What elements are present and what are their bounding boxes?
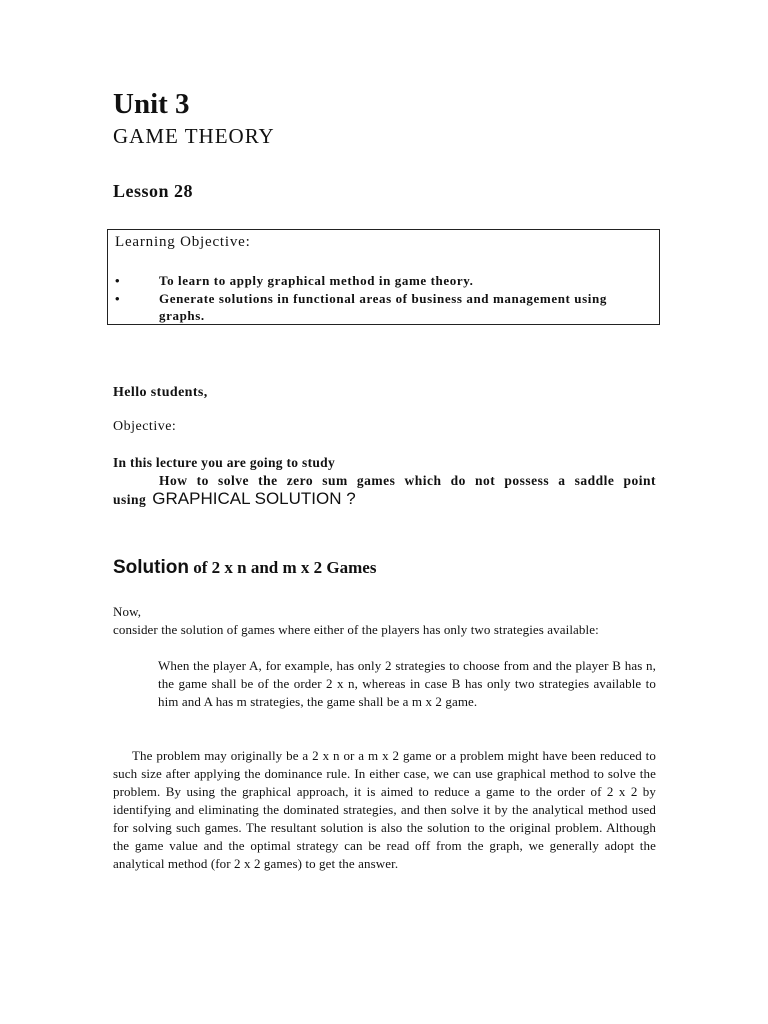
- objective-item-text: To learn to apply graphical method in game theory.: [159, 273, 474, 288]
- example-paragraph: When the player A, for example, has only 2 strategies to choose from and the player B has n, the game shall be of the order 2 x n, whereas in case B has only two strategies available to him and A has m strategies, the game shall be a m x 2 game.: [158, 658, 656, 709]
- learning-objective-box: [107, 229, 660, 325]
- learning-objective-heading: Learning Objective:: [115, 234, 251, 250]
- lesson-title: Lesson 28: [113, 181, 194, 201]
- objective-item: [108, 272, 659, 289]
- bullet-icon: •: [115, 273, 121, 288]
- howto-paragraph: [113, 472, 656, 509]
- objective-item-text: Generate solutions in functional areas of business and management using graphs.: [159, 291, 607, 323]
- section-title: [113, 557, 376, 579]
- objective-item: [108, 290, 659, 324]
- study-line: In this lecture you are going to study: [113, 455, 336, 470]
- objective-label: Objective:: [113, 419, 177, 434]
- now-text: Now,: [113, 604, 142, 619]
- main-paragraph: The problem may originally be a 2 x n or a m x 2 game or a problem might have been reduced to such size after applying the dominance rule. In either case, we can use graphical method to solve the problem. By using the graphical approach, it is aimed to reduce a game to the order of 2 x 2 by identifying and eliminating the dominated strategies, and then solve it by the analytical method used for solving such games. The resultant solution is also the solution to the original problem. Although the game value and the optimal strategy can be read off from the graph, we generally adopt the analytical method (for 2 x 2 games) to get the answer.: [113, 748, 656, 871]
- subject-title: GAME THEORY: [113, 124, 275, 148]
- consider-text: consider the solution of games where either of the players has only two strategies available:: [113, 622, 599, 637]
- section-title-word: Solution: [113, 557, 189, 578]
- greeting-text: Hello students,: [113, 385, 208, 400]
- bullet-icon: •: [115, 291, 121, 306]
- objective-list: [108, 272, 659, 325]
- section-title-rest: of 2 x n and m x 2 Games: [193, 558, 377, 577]
- graphical-solution-emphasis: GRAPHICAL SOLUTION ?: [152, 489, 356, 508]
- howto-text: How to solve the zero sum games which do not possess a saddle point using: [113, 473, 656, 507]
- unit-title: Unit 3: [113, 88, 190, 120]
